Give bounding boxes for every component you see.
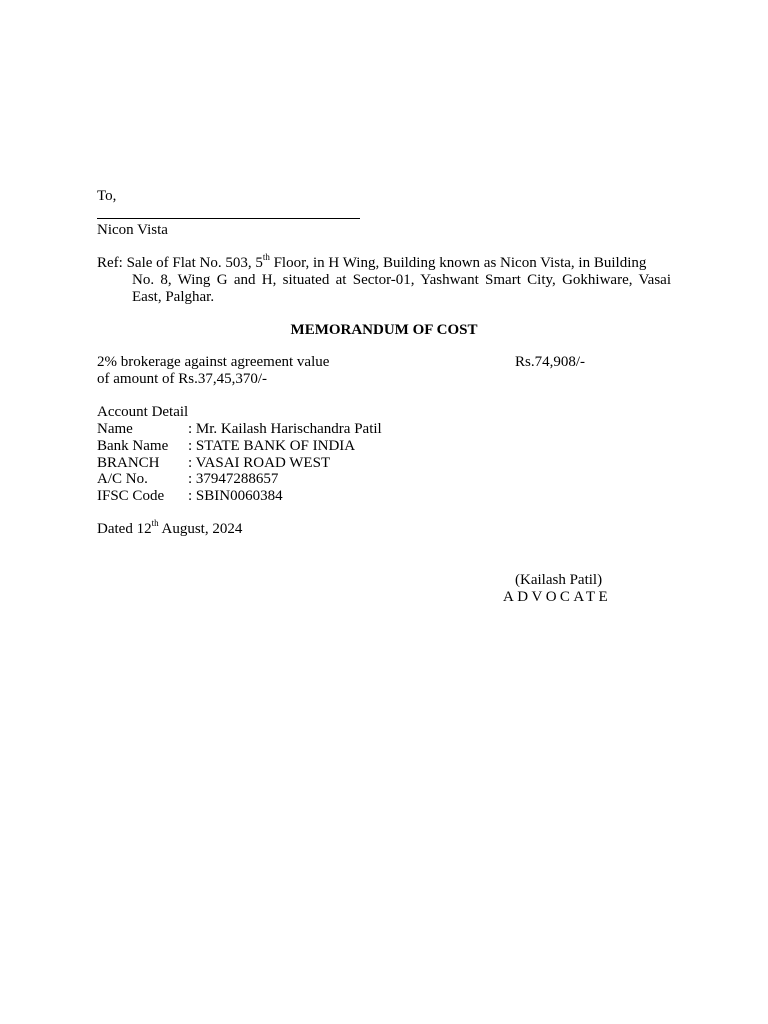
account-row-ifsc (97, 488, 283, 505)
salutation: To, (97, 188, 117, 204)
reference-line-1 (97, 252, 671, 272)
document-title: MEMORANDUM OF COST (290, 322, 478, 338)
account-row-branch (97, 455, 330, 472)
account-label: Name (97, 421, 133, 437)
recipient-name: Nicon Vista (97, 222, 168, 238)
address-blank-line (97, 218, 360, 219)
date-line (97, 518, 243, 538)
account-value: : Mr. Kailash Harischandra Patil (188, 421, 382, 437)
date-rest: August, 2024 (158, 521, 243, 537)
account-value: : 37947288657 (188, 471, 279, 487)
reference-prefix: Ref: Sale of Flat No. 503, 5 (97, 255, 263, 271)
account-label: A/C No. (97, 471, 148, 487)
account-detail-heading: Account Detail (97, 404, 189, 420)
date-prefix: Dated 12 (97, 521, 152, 537)
account-label: IFSC Code (97, 488, 165, 504)
account-value: : SBIN0060384 (188, 488, 283, 504)
account-row-bank (97, 438, 355, 455)
account-label: Bank Name (97, 438, 169, 454)
reference-line-1-rest: Floor, in H Wing, Building known as Nicon Vista, in Building (269, 255, 647, 271)
floor-superscript: th (262, 252, 270, 262)
brokerage-line-1: 2% brokerage against agreement value (97, 354, 330, 370)
reference-continuation: No. 8, Wing G and H, situated at Sector-01, Yashwant Smart City, Gokhiware, Vasai East, Palghar. (132, 272, 671, 305)
account-row-name (97, 421, 382, 438)
account-label: BRANCH (97, 455, 160, 471)
signatory-title: ADVOCATE (503, 589, 612, 605)
brokerage-line-2: of amount of Rs.37,45,370/- (97, 371, 267, 387)
reference-paragraph (97, 252, 671, 306)
date-superscript: th (151, 518, 159, 528)
account-row-account-number (97, 471, 278, 488)
signatory-name: (Kailash Patil) (515, 572, 603, 588)
account-value: : VASAI ROAD WEST (188, 455, 331, 471)
account-value: : STATE BANK OF INDIA (188, 438, 356, 454)
brokerage-amount: Rs.74,908/- (515, 354, 586, 370)
